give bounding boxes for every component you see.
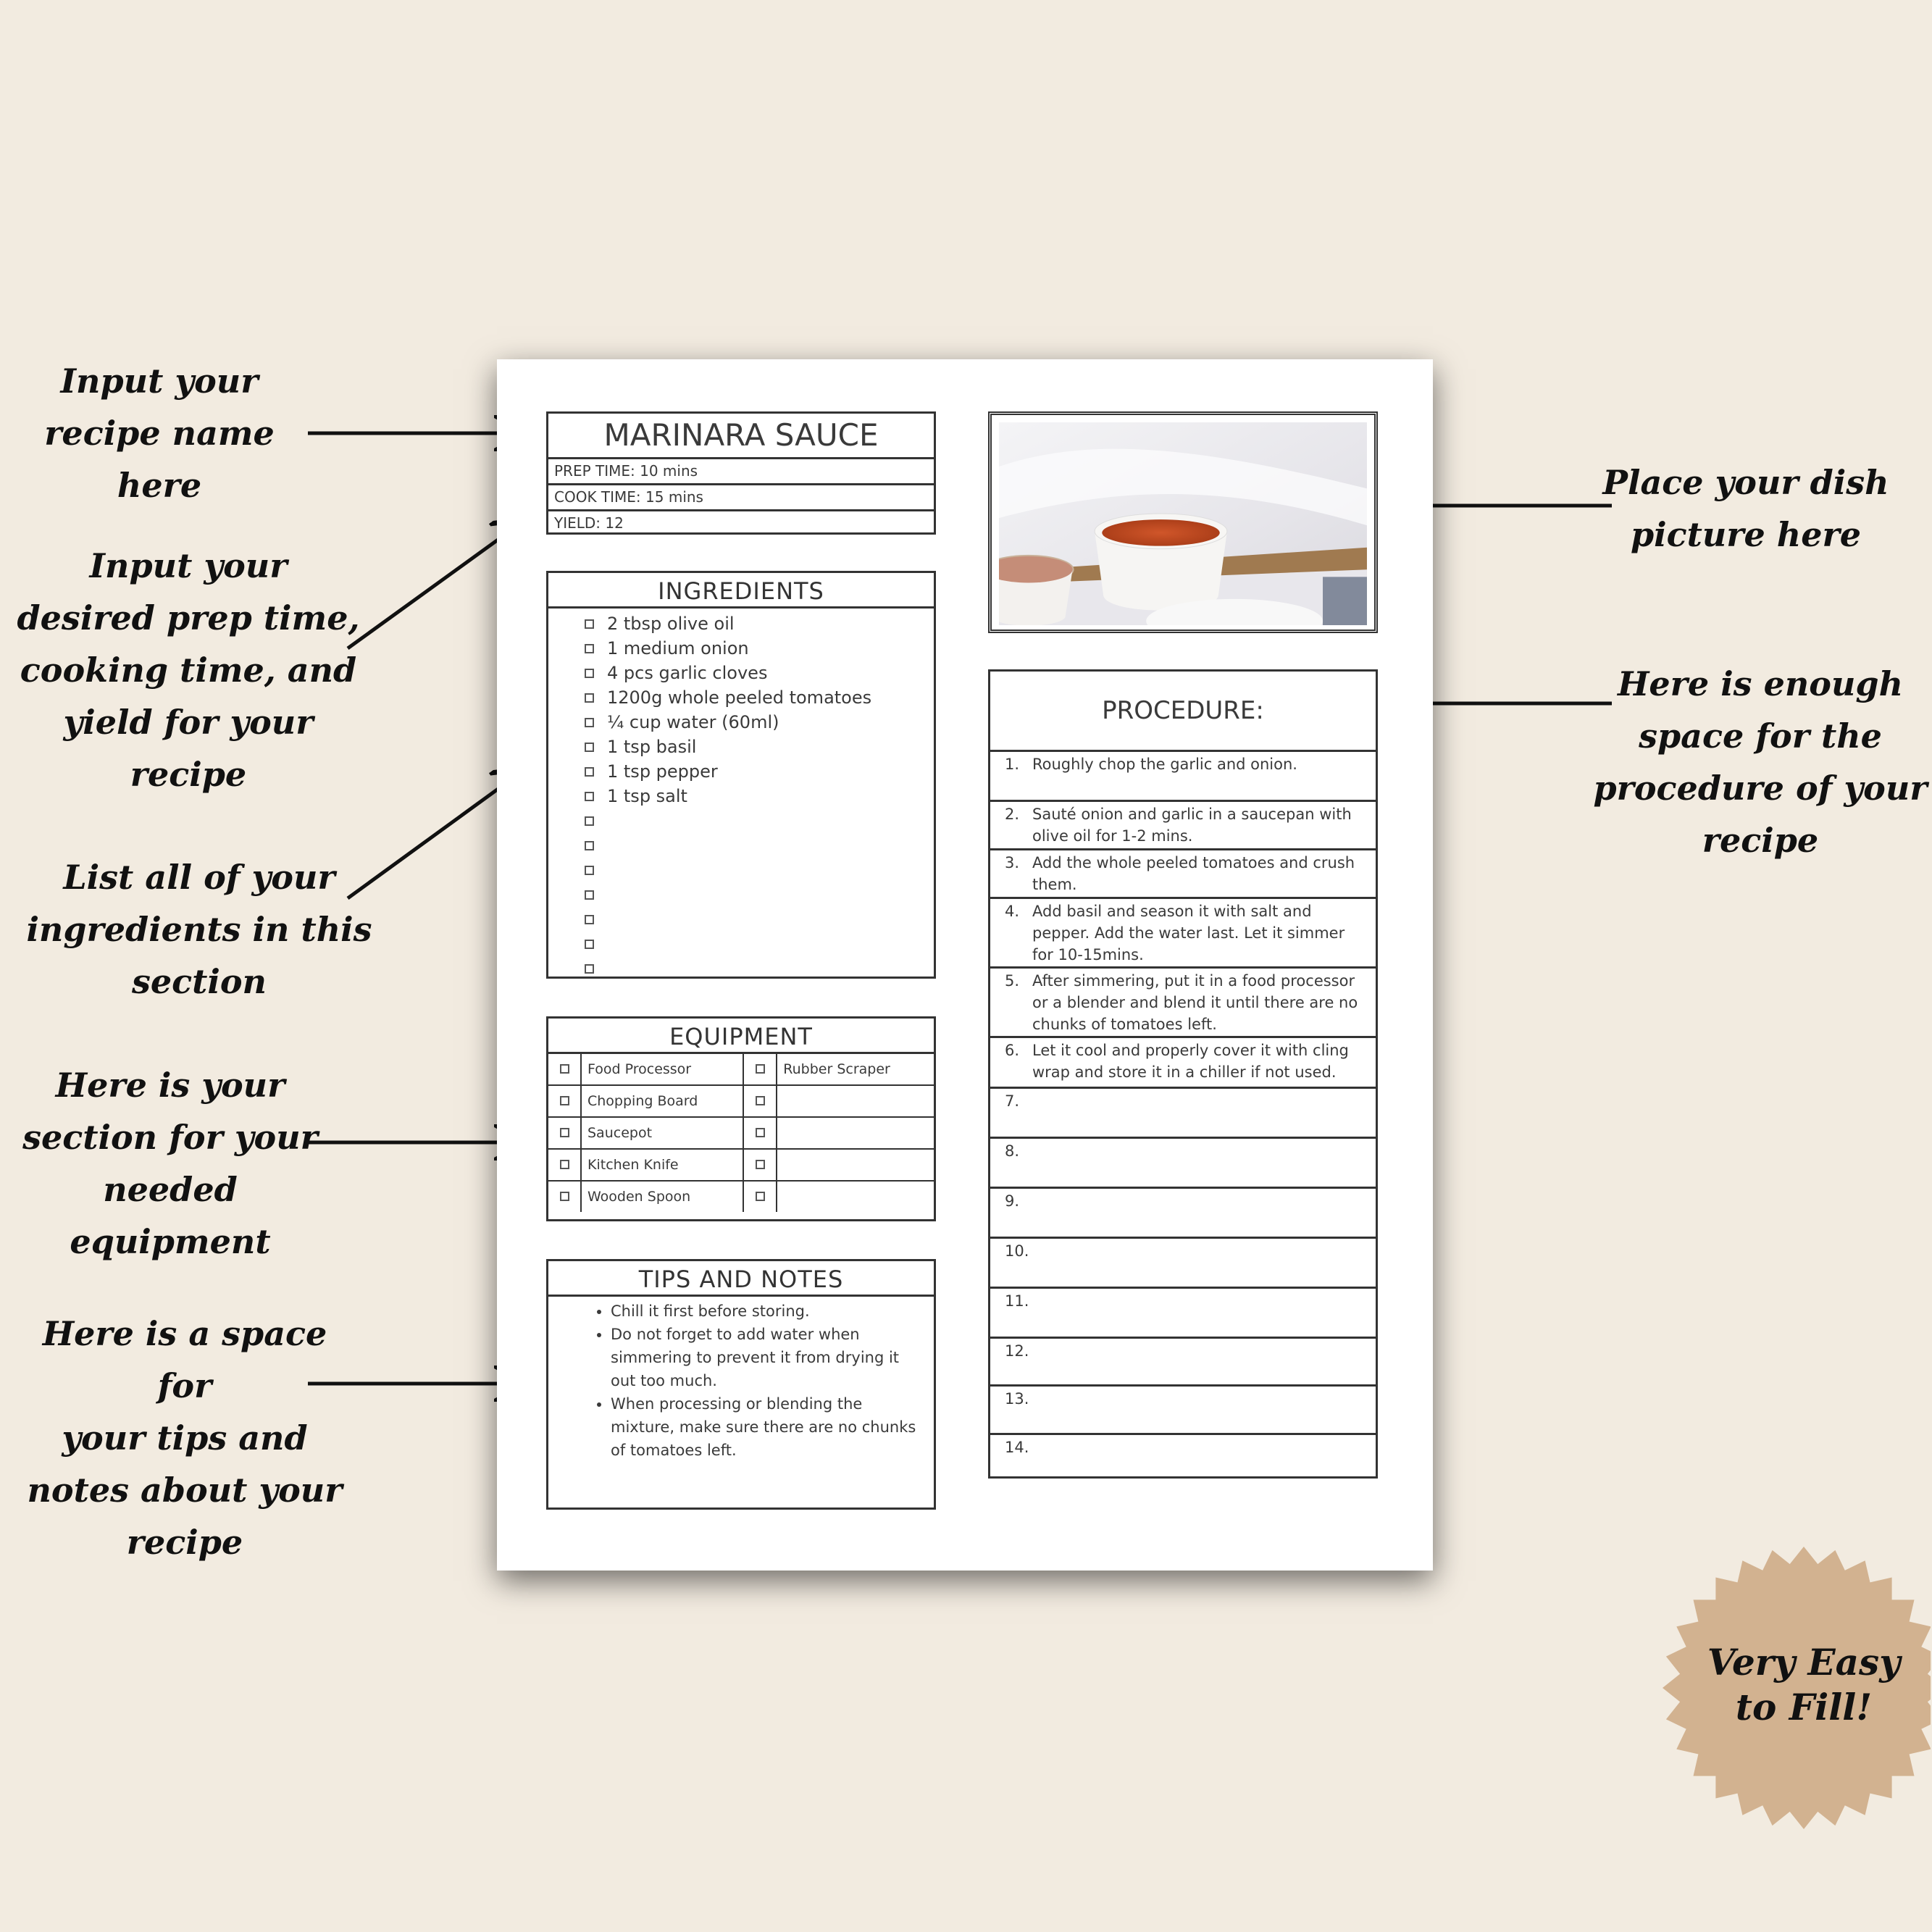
- callout-tips: Here is a space for your tips and notes about your recipe: [27, 1314, 343, 1562]
- equipment-item[interactable]: [777, 1149, 934, 1181]
- badge-line-1: Very Easy: [1707, 1641, 1901, 1684]
- procedure-box: [988, 669, 1378, 1479]
- checkbox-icon[interactable]: [560, 1064, 569, 1074]
- procedure-step[interactable]: 12.: [990, 1339, 1376, 1387]
- procedure-step[interactable]: 1. Roughly chop the garlic and onion.: [990, 752, 1376, 802]
- equipment-item[interactable]: [777, 1117, 934, 1149]
- ingredient-item: 2 tbsp olive oil: [585, 611, 934, 636]
- callout-ingredients: List all of your ingredients in this section: [26, 858, 372, 1001]
- procedure-step[interactable]: 14.: [1005, 1439, 1029, 1456]
- checkbox-icon[interactable]: [585, 792, 594, 801]
- recipe-header-box: [546, 411, 936, 535]
- ingredient-item: [585, 833, 934, 858]
- procedure-step[interactable]: 13.: [990, 1387, 1376, 1435]
- checkbox-icon[interactable]: [560, 1160, 569, 1169]
- dish-photo[interactable]: [999, 422, 1367, 625]
- checkbox-icon[interactable]: [585, 964, 594, 974]
- ingredient-item: 4 pcs garlic cloves: [585, 661, 934, 685]
- equipment-table: [548, 1054, 934, 1212]
- tip-item[interactable]: • Do not forget to add water when simmering to prevent it from drying it out too much.: [611, 1323, 925, 1392]
- checkbox-icon[interactable]: [585, 940, 594, 949]
- table-row: [548, 1149, 934, 1181]
- checkbox-icon[interactable]: [585, 866, 594, 875]
- tips-list: [548, 1300, 934, 1462]
- ingredient-item: [585, 858, 934, 882]
- procedure-step[interactable]: 4. Add basil and season it with salt and pepper. Add the water last. Let it simmer for 10-15mins.: [990, 899, 1376, 969]
- equipment-title: EQUIPMENT: [548, 1019, 934, 1054]
- procedure-title: PROCEDURE:: [990, 672, 1376, 752]
- checkbox-icon[interactable]: [560, 1192, 569, 1201]
- checkbox-icon[interactable]: [585, 669, 594, 678]
- table-row: [548, 1085, 934, 1117]
- ingredients-title: INGREDIENTS: [548, 573, 934, 609]
- checkbox-icon[interactable]: [756, 1064, 765, 1074]
- equipment-item[interactable]: Kitchen Knife: [581, 1149, 743, 1181]
- ingredient-item: 1 tsp salt: [585, 784, 934, 808]
- checkbox-icon[interactable]: [585, 619, 594, 629]
- ingredient-item: 1200g whole peeled tomatoes: [585, 685, 934, 710]
- ingredient-item: [585, 907, 934, 932]
- ingredient-item: [585, 956, 934, 981]
- table-row: [548, 1117, 934, 1149]
- recipe-name[interactable]: MARINARA SAUCE: [548, 414, 934, 459]
- checkbox-icon[interactable]: [585, 915, 594, 924]
- checkbox-icon[interactable]: [585, 841, 594, 850]
- callout-times: Input your desired prep time, cooking time, and yield for your recipe: [17, 546, 360, 794]
- procedure-step[interactable]: 6. Let it cool and properly cover it with cling wrap and store it in a chiller if not used.: [990, 1038, 1376, 1089]
- tips-title: TIPS AND NOTES: [548, 1261, 934, 1297]
- easy-to-fill-badge: [1655, 1530, 1931, 1834]
- table-row: [548, 1181, 934, 1212]
- checkbox-icon[interactable]: [756, 1096, 765, 1105]
- checkbox-icon[interactable]: [585, 816, 594, 826]
- equipment-item[interactable]: Rubber Scraper: [777, 1054, 934, 1085]
- prep-time[interactable]: PREP TIME: 10 mins: [548, 459, 934, 485]
- checkbox-icon[interactable]: [756, 1128, 765, 1137]
- equipment-item[interactable]: Saucepot: [581, 1117, 743, 1149]
- equipment-item[interactable]: Chopping Board: [581, 1085, 743, 1117]
- checkbox-icon[interactable]: [585, 743, 594, 752]
- procedure-step[interactable]: 5. After simmering, put it in a food processor or a blender and blend it until there are no chunks of tomatoes left.: [990, 969, 1376, 1038]
- ingredients-box: [546, 571, 936, 979]
- cook-time[interactable]: COOK TIME: 15 mins: [548, 485, 934, 511]
- badge-line-2: to Fill!: [1735, 1686, 1873, 1728]
- procedure-step[interactable]: 8.: [990, 1139, 1376, 1189]
- callout-procedure: Here is enough space for the procedure of your recipe: [1593, 664, 1928, 860]
- callout-equipment: Here is your section for your needed equipment: [22, 1066, 318, 1261]
- procedure-step[interactable]: 9.: [990, 1189, 1376, 1239]
- ingredient-item: 1 medium onion: [585, 636, 934, 661]
- equipment-item[interactable]: Wooden Spoon: [581, 1181, 743, 1212]
- callout-picture: Place your dish picture here: [1602, 463, 1889, 554]
- callout-recipe-name: Input your recipe name here: [44, 361, 275, 505]
- procedure-step[interactable]: 10.: [990, 1239, 1376, 1289]
- equipment-box: [546, 1016, 936, 1221]
- checkbox-icon[interactable]: [756, 1192, 765, 1201]
- checkbox-icon[interactable]: [585, 890, 594, 900]
- checkbox-icon[interactable]: [756, 1160, 765, 1169]
- equipment-item[interactable]: Food Processor: [581, 1054, 743, 1085]
- table-row: [548, 1054, 934, 1085]
- ingredient-item: [585, 932, 934, 956]
- ingredient-item: [585, 808, 934, 833]
- tip-item[interactable]: • Chill it first before storing.: [611, 1300, 925, 1323]
- procedure-step[interactable]: 11.: [990, 1289, 1376, 1339]
- procedure-step[interactable]: 7.: [990, 1089, 1376, 1139]
- ingredient-item: 1 tsp pepper: [585, 759, 934, 784]
- checkbox-icon[interactable]: [585, 718, 594, 727]
- tip-item[interactable]: • When processing or blending the mixture, make sure there are no chunks of tomatoes left.: [611, 1392, 925, 1462]
- dish-photo-frame: [988, 411, 1378, 633]
- ingredient-item: [585, 882, 934, 907]
- yield[interactable]: YIELD: 12: [554, 514, 624, 532]
- checkbox-icon[interactable]: [560, 1096, 569, 1105]
- ingredient-item: ¼ cup water (60ml): [585, 710, 934, 735]
- checkbox-icon[interactable]: [585, 767, 594, 777]
- ingredient-item: 1 tsp basil: [585, 735, 934, 759]
- checkbox-icon[interactable]: [560, 1128, 569, 1137]
- checkbox-icon[interactable]: [585, 644, 594, 653]
- tips-box: [546, 1259, 936, 1510]
- equipment-item[interactable]: [777, 1085, 934, 1117]
- recipe-sheet: [497, 359, 1433, 1571]
- procedure-step[interactable]: 2. Sauté onion and garlic in a saucepan with olive oil for 1-2 mins.: [990, 802, 1376, 850]
- equipment-item[interactable]: [777, 1181, 934, 1212]
- checkbox-icon[interactable]: [585, 693, 594, 703]
- procedure-step[interactable]: 3. Add the whole peeled tomatoes and crush them.: [990, 850, 1376, 899]
- ingredients-list: [548, 609, 934, 981]
